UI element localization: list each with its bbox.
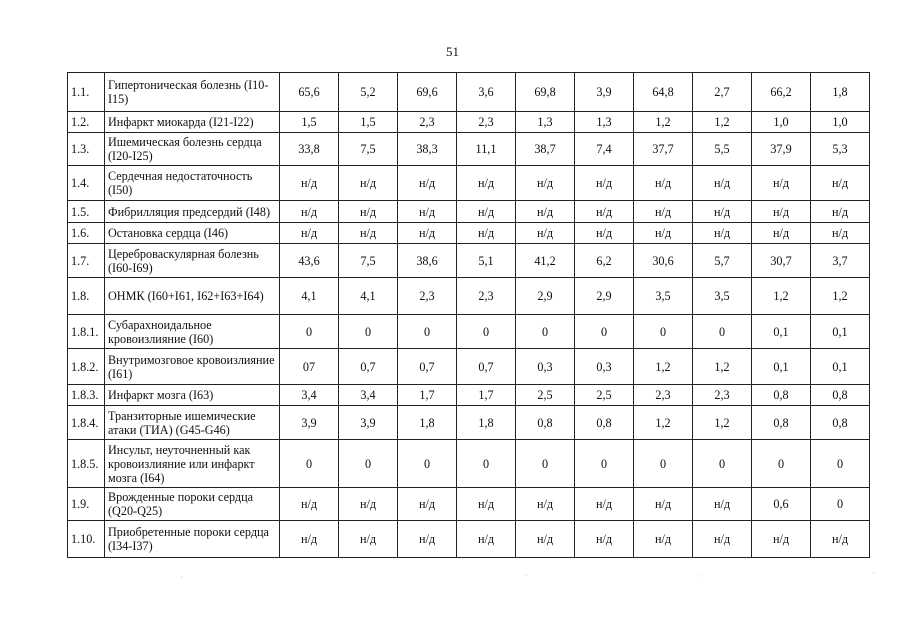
table-row [68,406,870,440]
value-cell: н/д [516,166,575,201]
value-cell: н/д [516,223,575,244]
value-cell: н/д [398,201,457,223]
value-cell: 69,6 [398,73,457,112]
value-cell: 0 [457,440,516,488]
value-cell: н/д [634,201,693,223]
value-cell: 38,3 [398,133,457,166]
value-cell: н/д [811,201,870,223]
value-cell: 3,4 [339,385,398,406]
value-cell: 0,6 [752,488,811,521]
row-number: 1.8. [68,278,105,315]
value-cell: 0,1 [811,349,870,385]
value-cell: 1,2 [693,349,752,385]
table-row [68,112,870,133]
value-cell: 1,3 [516,112,575,133]
value-cell: н/д [457,223,516,244]
value-cell: 0,8 [575,406,634,440]
value-cell: 0,8 [811,406,870,440]
value-cell: н/д [339,223,398,244]
value-cell: 3,6 [457,73,516,112]
value-cell: н/д [811,223,870,244]
value-cell: н/д [457,166,516,201]
value-cell: 0,8 [516,406,575,440]
value-cell: 2,3 [634,385,693,406]
value-cell: 0 [280,440,339,488]
value-cell: н/д [280,166,339,201]
value-cell: 0 [280,315,339,349]
value-cell: 1,2 [693,406,752,440]
value-cell: 2,5 [516,385,575,406]
value-cell: 2,3 [457,278,516,315]
value-cell: 5,5 [693,133,752,166]
row-indicator-name: Инфаркт мозга (I63) [105,385,280,406]
value-cell: н/д [811,166,870,201]
value-cell: 66,2 [752,73,811,112]
row-indicator-name: ОНМК (I60+I61, I62+I63+I64) [105,278,280,315]
value-cell: 1,0 [811,112,870,133]
value-cell: 2,3 [693,385,752,406]
row-number: 1.10. [68,521,105,558]
row-indicator-name: Инсульт, неуточненный как кровоизлияние или инфаркт мозга (I64) [105,440,280,488]
value-cell: н/д [634,223,693,244]
row-indicator-name: Цереброваскулярная болезнь (I60-I69) [105,244,280,278]
value-cell: 0,1 [752,315,811,349]
value-cell: н/д [457,201,516,223]
value-cell: 0,3 [575,349,634,385]
row-indicator-name: Инфаркт миокарда (I21-I22) [105,112,280,133]
statistics-table [67,72,870,558]
value-cell: 1,2 [752,278,811,315]
value-cell: 1,5 [339,112,398,133]
value-cell: 3,9 [339,406,398,440]
value-cell: 33,8 [280,133,339,166]
value-cell: 0 [398,440,457,488]
value-cell: 0 [457,315,516,349]
value-cell: 0 [634,440,693,488]
row-number: 1.8.5. [68,440,105,488]
value-cell: н/д [634,521,693,558]
value-cell: 2,3 [398,112,457,133]
value-cell: 0 [752,440,811,488]
value-cell: 1,3 [575,112,634,133]
value-cell: 3,4 [280,385,339,406]
value-cell: 5,1 [457,244,516,278]
table-row [68,488,870,521]
row-number: 1.8.1. [68,315,105,349]
value-cell: 30,6 [634,244,693,278]
value-cell: н/д [693,166,752,201]
value-cell: 1,7 [398,385,457,406]
table-row [68,73,870,112]
row-indicator-name: Гипертоническая болезнь (I10-I15) [105,73,280,112]
table-row [68,201,870,223]
value-cell: 5,2 [339,73,398,112]
row-number: 1.4. [68,166,105,201]
value-cell: 37,9 [752,133,811,166]
value-cell: 0,8 [752,385,811,406]
value-cell: 1,7 [457,385,516,406]
row-number: 1.5. [68,201,105,223]
value-cell: н/д [693,223,752,244]
value-cell: н/д [575,521,634,558]
value-cell: 0,7 [339,349,398,385]
page-number: 51 [446,44,459,59]
value-cell: 0 [693,440,752,488]
value-cell: н/д [398,521,457,558]
value-cell: 1,8 [457,406,516,440]
row-indicator-name: Ишемическая болезнь сердца (I20-I25) [105,133,280,166]
value-cell: 0 [811,488,870,521]
value-cell: 1,8 [811,73,870,112]
value-cell: 69,8 [516,73,575,112]
value-cell: н/д [398,488,457,521]
table-row [68,315,870,349]
row-number: 1.8.4. [68,406,105,440]
value-cell: 0 [575,315,634,349]
table-row [68,349,870,385]
value-cell: 6,2 [575,244,634,278]
value-cell: 0 [339,315,398,349]
value-cell: 1,2 [634,406,693,440]
row-indicator-name: Транзиторные ишемические атаки (ТИА) (G45-G46) [105,406,280,440]
value-cell: 1,2 [693,112,752,133]
table-row [68,133,870,166]
value-cell: н/д [280,521,339,558]
value-cell: 3,9 [280,406,339,440]
value-cell: 5,3 [811,133,870,166]
value-cell: 37,7 [634,133,693,166]
value-cell: н/д [516,488,575,521]
value-cell: 2,3 [457,112,516,133]
value-cell: 0 [634,315,693,349]
value-cell: н/д [516,201,575,223]
row-indicator-name: Сердечная недостаточность (I50) [105,166,280,201]
value-cell: 2,9 [516,278,575,315]
value-cell: 1,2 [634,349,693,385]
row-number: 1.2. [68,112,105,133]
value-cell: н/д [752,521,811,558]
table-row [68,244,870,278]
value-cell: н/д [339,201,398,223]
table-body [68,73,870,558]
value-cell: 1,8 [398,406,457,440]
value-cell: 2,7 [693,73,752,112]
row-number: 1.9. [68,488,105,521]
value-cell: 1,0 [752,112,811,133]
value-cell: 3,7 [811,244,870,278]
value-cell: 0 [575,440,634,488]
row-indicator-name: Субарахноидальное кровоизлияние (I60) [105,315,280,349]
row-indicator-name: Внутримозговое кровоизлияние (I61) [105,349,280,385]
value-cell: н/д [339,166,398,201]
value-cell: 1,2 [634,112,693,133]
value-cell: 3,5 [634,278,693,315]
value-cell: н/д [575,488,634,521]
table-row [68,278,870,315]
value-cell: н/д [339,488,398,521]
table-row [68,385,870,406]
value-cell: 5,7 [693,244,752,278]
value-cell: 0,1 [752,349,811,385]
value-cell: 1,5 [280,112,339,133]
value-cell: 0 [693,315,752,349]
value-cell: 1,2 [811,278,870,315]
table-row [68,223,870,244]
value-cell: н/д [693,201,752,223]
value-cell: н/д [457,488,516,521]
value-cell: 3,9 [575,73,634,112]
value-cell: 0,3 [516,349,575,385]
value-cell: н/д [634,488,693,521]
value-cell: 0,8 [752,406,811,440]
value-cell: 65,6 [280,73,339,112]
value-cell: 0,1 [811,315,870,349]
row-number: 1.3. [68,133,105,166]
value-cell: н/д [516,521,575,558]
value-cell: 38,6 [398,244,457,278]
value-cell: 0,7 [398,349,457,385]
value-cell: 64,8 [634,73,693,112]
row-number: 1.1. [68,73,105,112]
value-cell: 2,9 [575,278,634,315]
row-indicator-name: Фибрилляция предсердий (I48) [105,201,280,223]
value-cell: 0 [398,315,457,349]
table-row [68,521,870,558]
value-cell: 0,8 [811,385,870,406]
table-row [68,166,870,201]
value-cell: 0 [516,440,575,488]
row-indicator-name: Остановка сердца (I46) [105,223,280,244]
row-indicator-name: Врожденные пороки сердца (Q20-Q25) [105,488,280,521]
row-number: 1.6. [68,223,105,244]
value-cell: н/д [280,201,339,223]
value-cell: н/д [398,223,457,244]
value-cell: 4,1 [280,278,339,315]
value-cell: 11,1 [457,133,516,166]
value-cell: н/д [752,166,811,201]
value-cell: н/д [752,223,811,244]
row-number: 1.8.3. [68,385,105,406]
value-cell: н/д [634,166,693,201]
value-cell: 30,7 [752,244,811,278]
value-cell: н/д [575,223,634,244]
value-cell: н/д [575,166,634,201]
value-cell: 7,4 [575,133,634,166]
value-cell: 38,7 [516,133,575,166]
value-cell: н/д [280,488,339,521]
value-cell: н/д [575,201,634,223]
value-cell: 0 [516,315,575,349]
value-cell: 41,2 [516,244,575,278]
table-row [68,440,870,488]
row-number: 1.8.2. [68,349,105,385]
row-number: 1.7. [68,244,105,278]
value-cell: н/д [693,521,752,558]
value-cell: 7,5 [339,133,398,166]
value-cell: 2,3 [398,278,457,315]
value-cell: н/д [398,166,457,201]
value-cell: 4,1 [339,278,398,315]
value-cell: 0 [339,440,398,488]
value-cell: 0 [811,440,870,488]
value-cell: н/д [693,488,752,521]
value-cell: 2,5 [575,385,634,406]
value-cell: 07 [280,349,339,385]
row-indicator-name: Приобретенные пороки сердца (I34-I37) [105,521,280,558]
value-cell: н/д [280,223,339,244]
value-cell: 7,5 [339,244,398,278]
value-cell: н/д [811,521,870,558]
value-cell: 3,5 [693,278,752,315]
value-cell: н/д [457,521,516,558]
value-cell: н/д [339,521,398,558]
value-cell: 0,7 [457,349,516,385]
value-cell: 43,6 [280,244,339,278]
value-cell: н/д [752,201,811,223]
